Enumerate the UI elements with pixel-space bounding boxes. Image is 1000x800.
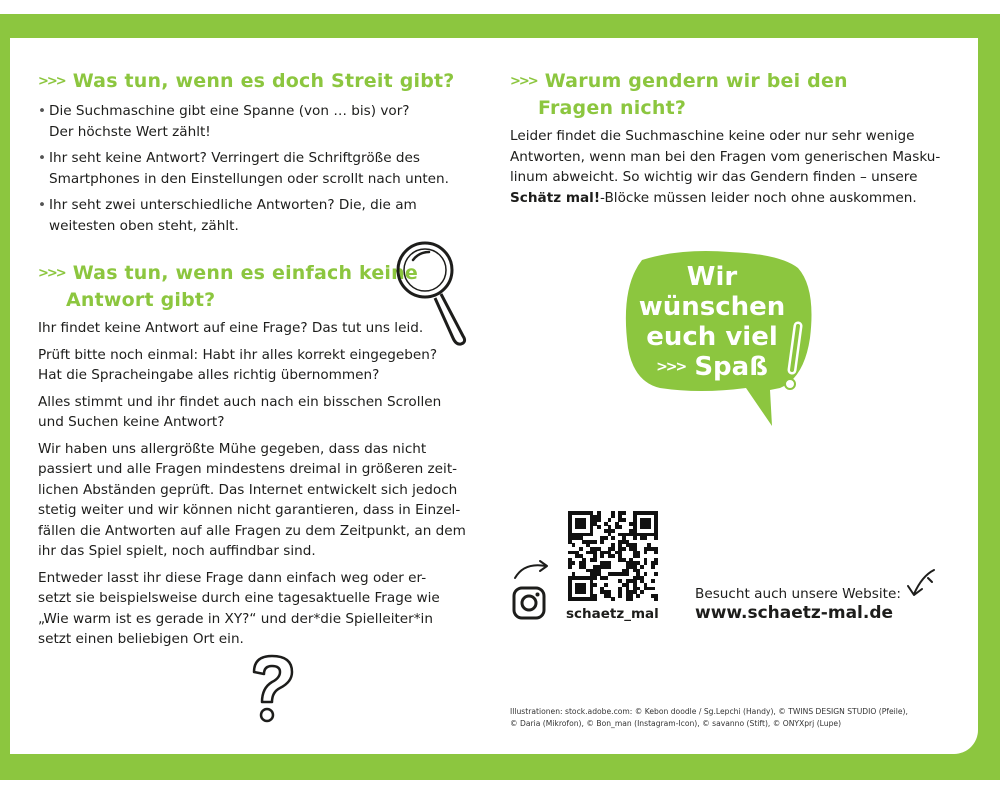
triple-chevron-icon: >>> [38, 266, 65, 281]
qr-code[interactable] [568, 511, 658, 601]
paragraph: Wir haben uns allergrößte Mühe gegeben, dass das nicht passiert und alle Fragen mindestens dreimal in größeren zeit- lichen Abständen geprüft. Das Internet entwickelt sich jedoch stetig weiter und wir können nicht garantieren, dass in Einzel- fällen die Antworten auf alle Fragen zu dem Zeitpunkt, an dem ihr das Spiel spielt, noch auffindbar sind. [38, 440, 466, 559]
curved-arrow-icon [512, 558, 552, 582]
website-label: Besucht auch unsere Website: [695, 586, 901, 602]
heading-keine-antwort: >>> Was tun, wenn es einfach keine Antwort gibt? [38, 262, 418, 311]
bubble-message: Wir wünschen euch viel >>> Spaß [638, 262, 786, 382]
website-link[interactable]: www.schaetz-mal.de [695, 603, 894, 623]
paragraph: Ihr findet keine Antwort auf eine Frage? Das tut uns leid. [38, 320, 424, 336]
brand-name: Schätz mal! [510, 189, 601, 206]
gendern-text: Leider findet die Suchmaschine keine oder nur sehr wenige Antworten, wenn man bei den Fragen vom generischen Masku- linum abweicht. So wichtig wir das Gendern finden – unsere Schätz mal!-Blöcke müssen leider noch ohne auskommen. [510, 128, 941, 206]
question-mark-icon [246, 652, 298, 726]
keine-antwort-text [38, 318, 478, 656]
instagram-icon[interactable] [512, 586, 546, 620]
paragraph: Prüft bitte noch einmal: Habt ihr alles korrekt eingegeben? Hat die Spracheingabe alles richtig übernommen? [38, 346, 438, 383]
list-item: • Die Suchmaschine gibt eine Spanne (von … bis) vor? Der höchste Wert zählt! [38, 101, 478, 142]
paragraph: Alles stimmt und ihr findet auch nach ein bisschen Scrollen und Suchen keine Antwort? [38, 393, 442, 430]
list-item: • Ihr seht keine Antwort? Verringert die Schriftgröße des Smartphones in den Einstellungen oder scrollt nach unten. [38, 148, 478, 189]
triple-chevron-icon: >>> [656, 359, 686, 375]
triple-chevron-icon: >>> [38, 74, 65, 89]
list-item: • Ihr seht zwei unterschiedliche Antworten? Die, die am weitesten oben steht, zählt. [38, 195, 478, 236]
heading-gendern: >>> Warum gendern wir bei den Fragen nicht? [510, 70, 848, 119]
triple-chevron-icon: >>> [510, 74, 537, 89]
instagram-handle[interactable]: schaetz_mal [566, 606, 659, 622]
streit-bullets [38, 101, 478, 242]
arrow-down-left-icon [902, 566, 938, 602]
heading-streit: >>> Was tun, wenn es doch Streit gibt? [38, 70, 455, 92]
illustration-credits: Illustrationen: stock.adobe.com: © Kebon doodle / Sg.Lepchi (Handy), © TWINS DESIGN STUDIO (Pfeile), © Daria (Mikrofon), © Bon_man (Instagram-Icon), © savanno (Stift), © ONYXprj (Lupe) [510, 707, 908, 728]
paragraph: Entweder lasst ihr diese Frage dann einfach weg oder er- setzt sie beispielsweise durch eine tagesaktuelle Frage wie „Wie warm ist es gerade in XY?“ und der*die Spielleiter*in setzt einen beliebigen Ort ein. [38, 569, 440, 647]
